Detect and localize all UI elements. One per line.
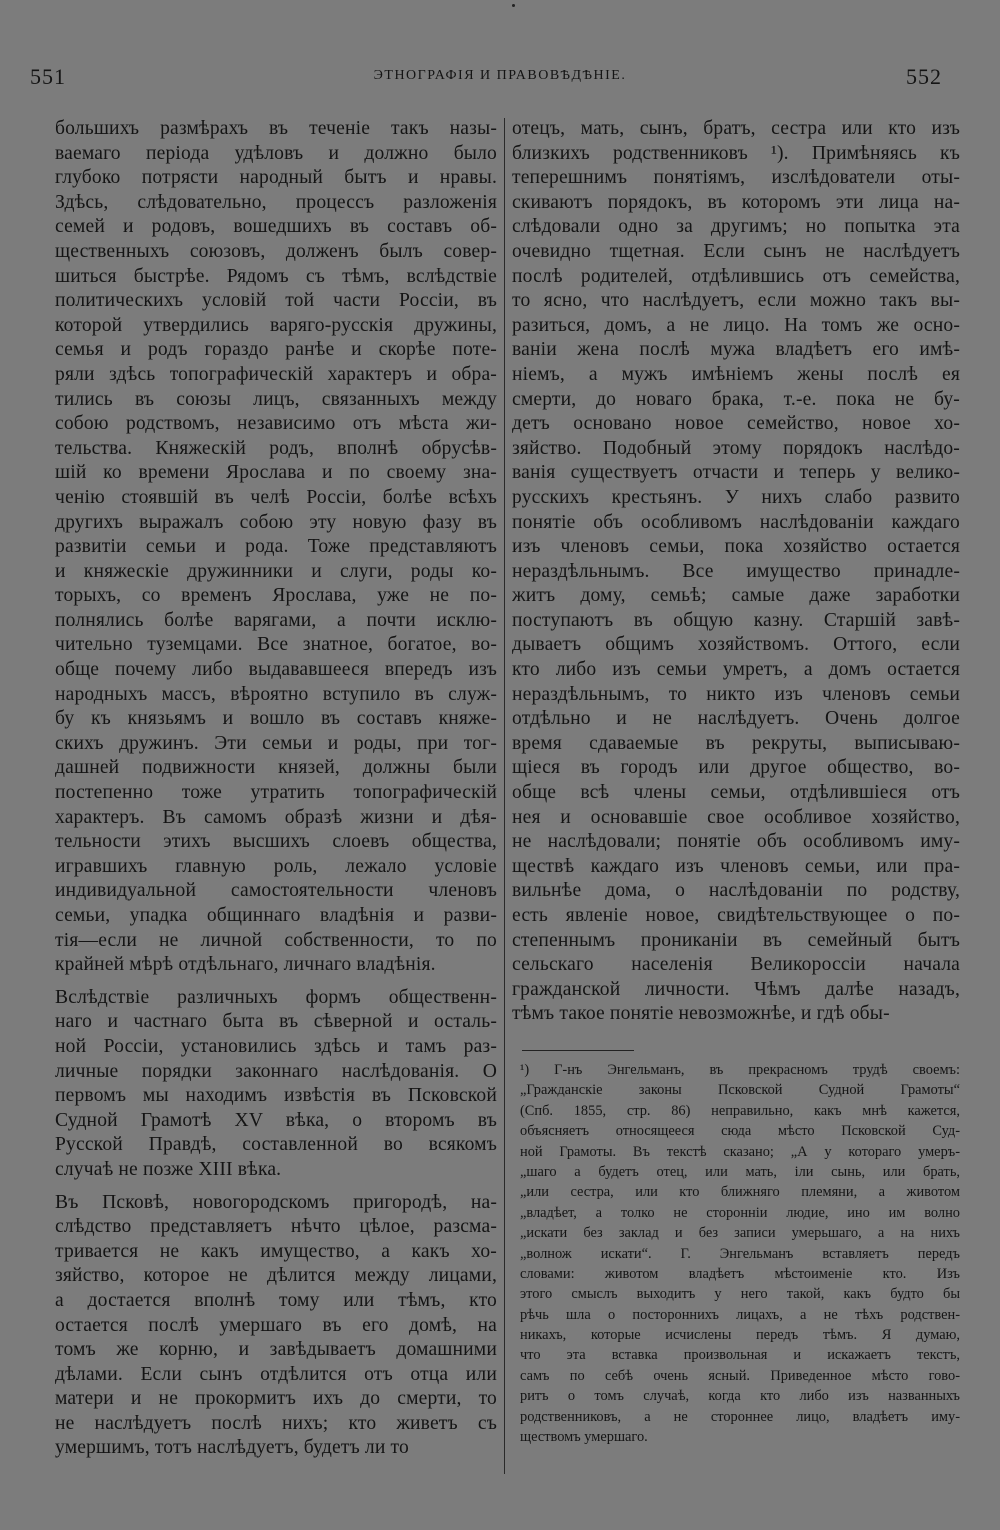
text-line: что эта вставка произвольная и искажаетъ текстъ, [520,1347,960,1364]
text-line: детъ основано новое семейство, новое хо- [512,413,960,435]
text-line: ванія существуетъ отчасти и теперь у велико- [512,462,960,484]
text-line: рѣчь шла о постороннихъ лицахъ, а не тѣхъ родствен- [520,1306,960,1323]
text-line: время сдаваемые въ рекруты, выписываю- [512,732,960,754]
footnote [520,1060,960,1447]
text-line: случаѣ не позже XIII вѣка. [55,1158,282,1180]
text-line: ществѣ каждаго изъ членовъ семьи, или пра- [512,855,960,877]
running-head [30,64,970,90]
text-line: бу къ князьямъ и вошло въ составъ княже- [55,708,497,730]
text-line: отдѣльно и не наслѣдуетъ. Очень долгое [512,708,960,730]
text-line: развитіи семьи и рода. Тоже представляютъ [55,536,497,558]
text-line: очевидно тщетная. Если сынъ не наслѣдуетъ [512,240,960,262]
text-line: полнялись болѣе варягами, а почти исклю- [55,609,497,631]
text-line: дѣлами. Если сынъ отдѣлится отъ отца или [55,1363,497,1385]
text-line: есть явленіе новое, свидѣтельствующее о по- [512,905,960,926]
text-line: послѣ родителей, отдѣлившись отъ семейства, [512,265,960,287]
text-line: то ясно, что наслѣдуетъ, если можно такъ вы- [512,290,960,312]
text-line: шій ко времени Ярослава и по своему зна- [55,462,497,484]
text-line: слѣдовали одно за другимъ; но попытка эта [512,216,960,238]
text-line: ществомъ умершаго. [520,1429,648,1446]
text-line: щіеся въ городъ или другое общество, во- [512,757,960,779]
text-line: объясняетъ относящееся сюда мѣсто Псковской Суд- [520,1123,960,1140]
text-line: „или сестра, или кто ближняго племяни, а животом [520,1184,960,1201]
text-line: сельскаго населенія Великороссіи начала [512,954,960,976]
text-line: щественныхъ союзовъ, долженъ былъ совер- [55,240,497,262]
text-line: вильнѣе дома, о наслѣдованіи по родству, [512,880,960,902]
text-line: тривается не какъ имущество, а какъ хо- [55,1240,497,1262]
text-line: ной Грамоты. Въ текстѣ сказано; „А у котораго умеръ- [520,1143,960,1160]
text-line: нераздѣльнымъ. Все имущество принадле- [512,560,960,582]
text-line: „шаго а будетъ отец, или мать, іли сынь, или брать, [520,1163,960,1180]
text-line: чительно туземцами. Все знатное, богатое, во- [55,634,497,656]
paragraph-gap [55,1183,497,1191]
text-line: тельства. Княжескій родъ, вполнѣ обрусѣв- [55,437,497,459]
text-line: изъ членовъ семьи, пока хозяйство остается [512,536,960,558]
text-line: обще почему либо выдававшееся впередъ изъ [55,659,497,681]
column-right [512,117,960,1027]
text-line: тельности этихъ высшихъ слоевъ общества, [55,831,497,853]
page-number-left: 551 [30,64,66,89]
text-line: наго и частнаго быта въ сѣверной и осталь- [55,1011,497,1033]
paragraph-gap [55,978,497,986]
text-line: умершимъ, тотъ наслѣдуетъ, будетъ ли то [55,1437,409,1459]
text-line: теперешнимъ понятіямъ, изслѣдователи оты- [512,167,960,189]
text-line: ваніи жена послѣ мужа владѣетъ его имѣ- [512,339,960,361]
text-line: индивидуальной самостоятельности членовъ [55,880,497,902]
text-line: разиться, домъ, а не лицо. На томъ же осно- [512,314,960,336]
text-line: поступаютъ въ общую казну. Старшій завѣ- [512,609,960,631]
text-line: крайней мѣрѣ отдѣльнаго, личнаго владѣнія. [55,954,436,976]
text-line: русскихъ крестьянъ. У нихъ слабо развито [512,486,960,508]
text-line: этого смыслъ выходитъ у него такой, какъ будто бы [520,1286,960,1303]
text-line: и княжескіе дружинники и слуги, роды ко- [55,560,497,582]
text-line: остается послѣ умершаго въ его домѣ, на [55,1314,497,1336]
text-line: смерти, до новаго брака, т.-е. пока не бу- [512,388,960,410]
text-line: нераздѣльнымъ, то никто изъ членовъ семьи [512,683,960,705]
text-line: „волнож искати“. Г. Энгельманъ вставляетъ передъ [520,1245,960,1262]
text-line: отецъ, мать, сынъ, братъ, сестра или кто изъ [512,118,960,139]
text-line: близкихъ родственниковъ ¹). Примѣняясь къ [512,142,960,164]
text-line: никахъ, которые исчислены передъ тѣмъ. Я думаю, [520,1327,960,1344]
text-line: семья и родъ гораздо ранѣе и скорѣе поте- [55,339,497,361]
text-line: обще всѣ члены семьи, отдѣлившіеся отъ [512,782,960,804]
text-line: характеръ. Въ самомъ образѣ жизни и дѣя- [55,806,497,828]
text-line: политическихъ условій той части Россіи, въ [55,290,497,312]
text-line: матери и не прокормитъ ихъ до смерти, то [55,1388,497,1410]
text-line: самъ по себѣ очень ясный. Приведенное мѣсто гово- [520,1367,960,1384]
text-line: ченію стоявшій въ челѣ Россіи, болѣе всѣхъ [55,486,497,508]
text-line: зяйство. Подобный этому порядокъ наслѣдо- [512,437,960,459]
text-line: скихъ дружинъ. Эти семьи и роды, при тог- [55,732,497,754]
text-line: тѣмъ такое понятіе невозможнѣе, и гдѣ обы- [512,1003,890,1025]
text-line: дываетъ общимъ хозяйствомъ. Оттого, если [512,634,960,656]
running-title: ЭТНОГРАФІЯ И ПРАВОВѢДѢНІЕ. [373,68,627,83]
text-line: дашней подвижности князей, должны были [55,757,497,779]
text-line: скиваютъ порядокъ, въ которомъ эти лица на- [512,191,960,213]
text-line: ной Россіи, установились здѣсь и тамъ раз- [55,1035,497,1057]
column-divider [504,118,505,1474]
text-line: родственниковъ, а не стороннее лицо, владѣетъ иму- [520,1408,960,1425]
text-line: „владѣет, а толко не сторонніи людие, ино им волно [520,1204,960,1221]
text-line: нея и основавшіе свое особливое хозяйство, [512,806,960,828]
ink-speck [512,4,515,7]
footnote-rule [522,1050,634,1051]
text-line: другихъ выражалъ собою эту новую фазу въ [55,511,497,533]
text-line: „Гражданскіе законы Псковской Судной Грамоты“ [520,1082,960,1099]
text-line: игравшихъ главную роль, лежало условіе [55,855,497,877]
text-line: Въ Псковѣ, новогородскомъ пригородѣ, на- [55,1191,497,1213]
text-line: семьи, упадка общиннаго владѣнія и разви- [55,905,497,926]
text-line: Русской Правдѣ, составленной во всякомъ [55,1134,497,1156]
text-line: „искати без заклад и без записи умерьшаго, а на нихъ [520,1225,960,1242]
text-line: кто либо изъ семьи умретъ, а домъ остается [512,659,960,681]
text-line: Судной Грамотѣ XV вѣка, о второмъ въ [55,1109,497,1131]
text-line: (Спб. 1855, стр. 86) неправильно, какъ мнѣ кажется, [520,1102,960,1119]
text-line: первомъ мы находимъ извѣстія въ Псковской [55,1085,497,1107]
text-line: степеннымъ прониканіи въ семейный бытъ [512,929,960,951]
text-line: глубоко потрясти народный бытъ и нравы. [55,167,497,189]
text-line: ваемаго періода удѣловъ и должно было [55,142,497,164]
text-line: постепенно тоже утратить топографическій [55,782,497,804]
text-line: собою родствомъ, независимо отъ мѣста жи- [55,413,497,435]
text-line: томъ же корню, и завѣдываетъ домашними [55,1339,497,1361]
text-line: зяйство, которое не дѣлится между лицами, [55,1265,497,1287]
text-line: а достается вполнѣ тому или тѣмъ, кто [55,1289,497,1311]
text-line: торыхъ, со временъ Ярослава, уже не по- [55,585,497,607]
text-line: не наслѣдовали; понятіе объ особливомъ иму- [512,831,960,853]
text-line: народныхъ массъ, вѣроятно вступило въ служ- [55,683,497,705]
text-line: житъ дому, семьѣ; самые даже заработки [512,585,960,607]
text-line: ряли здѣсь топографическій характеръ и обра- [55,363,497,385]
text-line: словами: животом владѣетъ мѣстоименіе кто. Изъ [520,1265,960,1282]
text-line: Вслѣдствіе различныхъ формъ общественн- [55,986,497,1008]
text-line: которой утвердились варяго-русскія дружины, [55,314,497,336]
text-line: слѣдство представляетъ нѣчто цѣлое, разсма- [55,1216,497,1238]
text-line: личные порядки законнаго наслѣдованія. О [55,1060,497,1082]
text-line: ¹) Г-нъ Энгельманъ, въ прекрасномъ трудѣ своемъ: [520,1062,960,1078]
text-line: тились въ союзы лицъ, связанныхъ между [55,388,497,410]
text-line: понятіе объ особливомъ наслѣдованіи каждаго [512,511,960,533]
text-line: Здѣсь, слѣдовательно, процессъ разложенія [55,191,497,213]
text-line: гражданской личности. Чѣмъ далѣе назадъ, [512,978,960,1000]
text-line: не наслѣдуетъ послѣ нихъ; кто живетъ съ [55,1412,497,1434]
page-number-right: 552 [906,64,942,89]
text-line: семей и родовъ, вошедшихъ въ составъ об- [55,216,497,238]
text-line: ритъ о томъ случаѣ, когда кто либо изъ названныхъ [520,1388,960,1405]
column-left [55,117,497,1461]
text-line: большихъ размѣрахъ въ теченіе такъ назы- [55,118,497,139]
text-line: ніемъ, а мужъ имѣніемъ жены послѣ ея [512,363,960,385]
text-line: шиться быстрѣе. Рядомъ съ тѣмъ, вслѣдствіе [55,265,497,287]
text-line: тія—если не личной собственности, то по [55,929,497,951]
